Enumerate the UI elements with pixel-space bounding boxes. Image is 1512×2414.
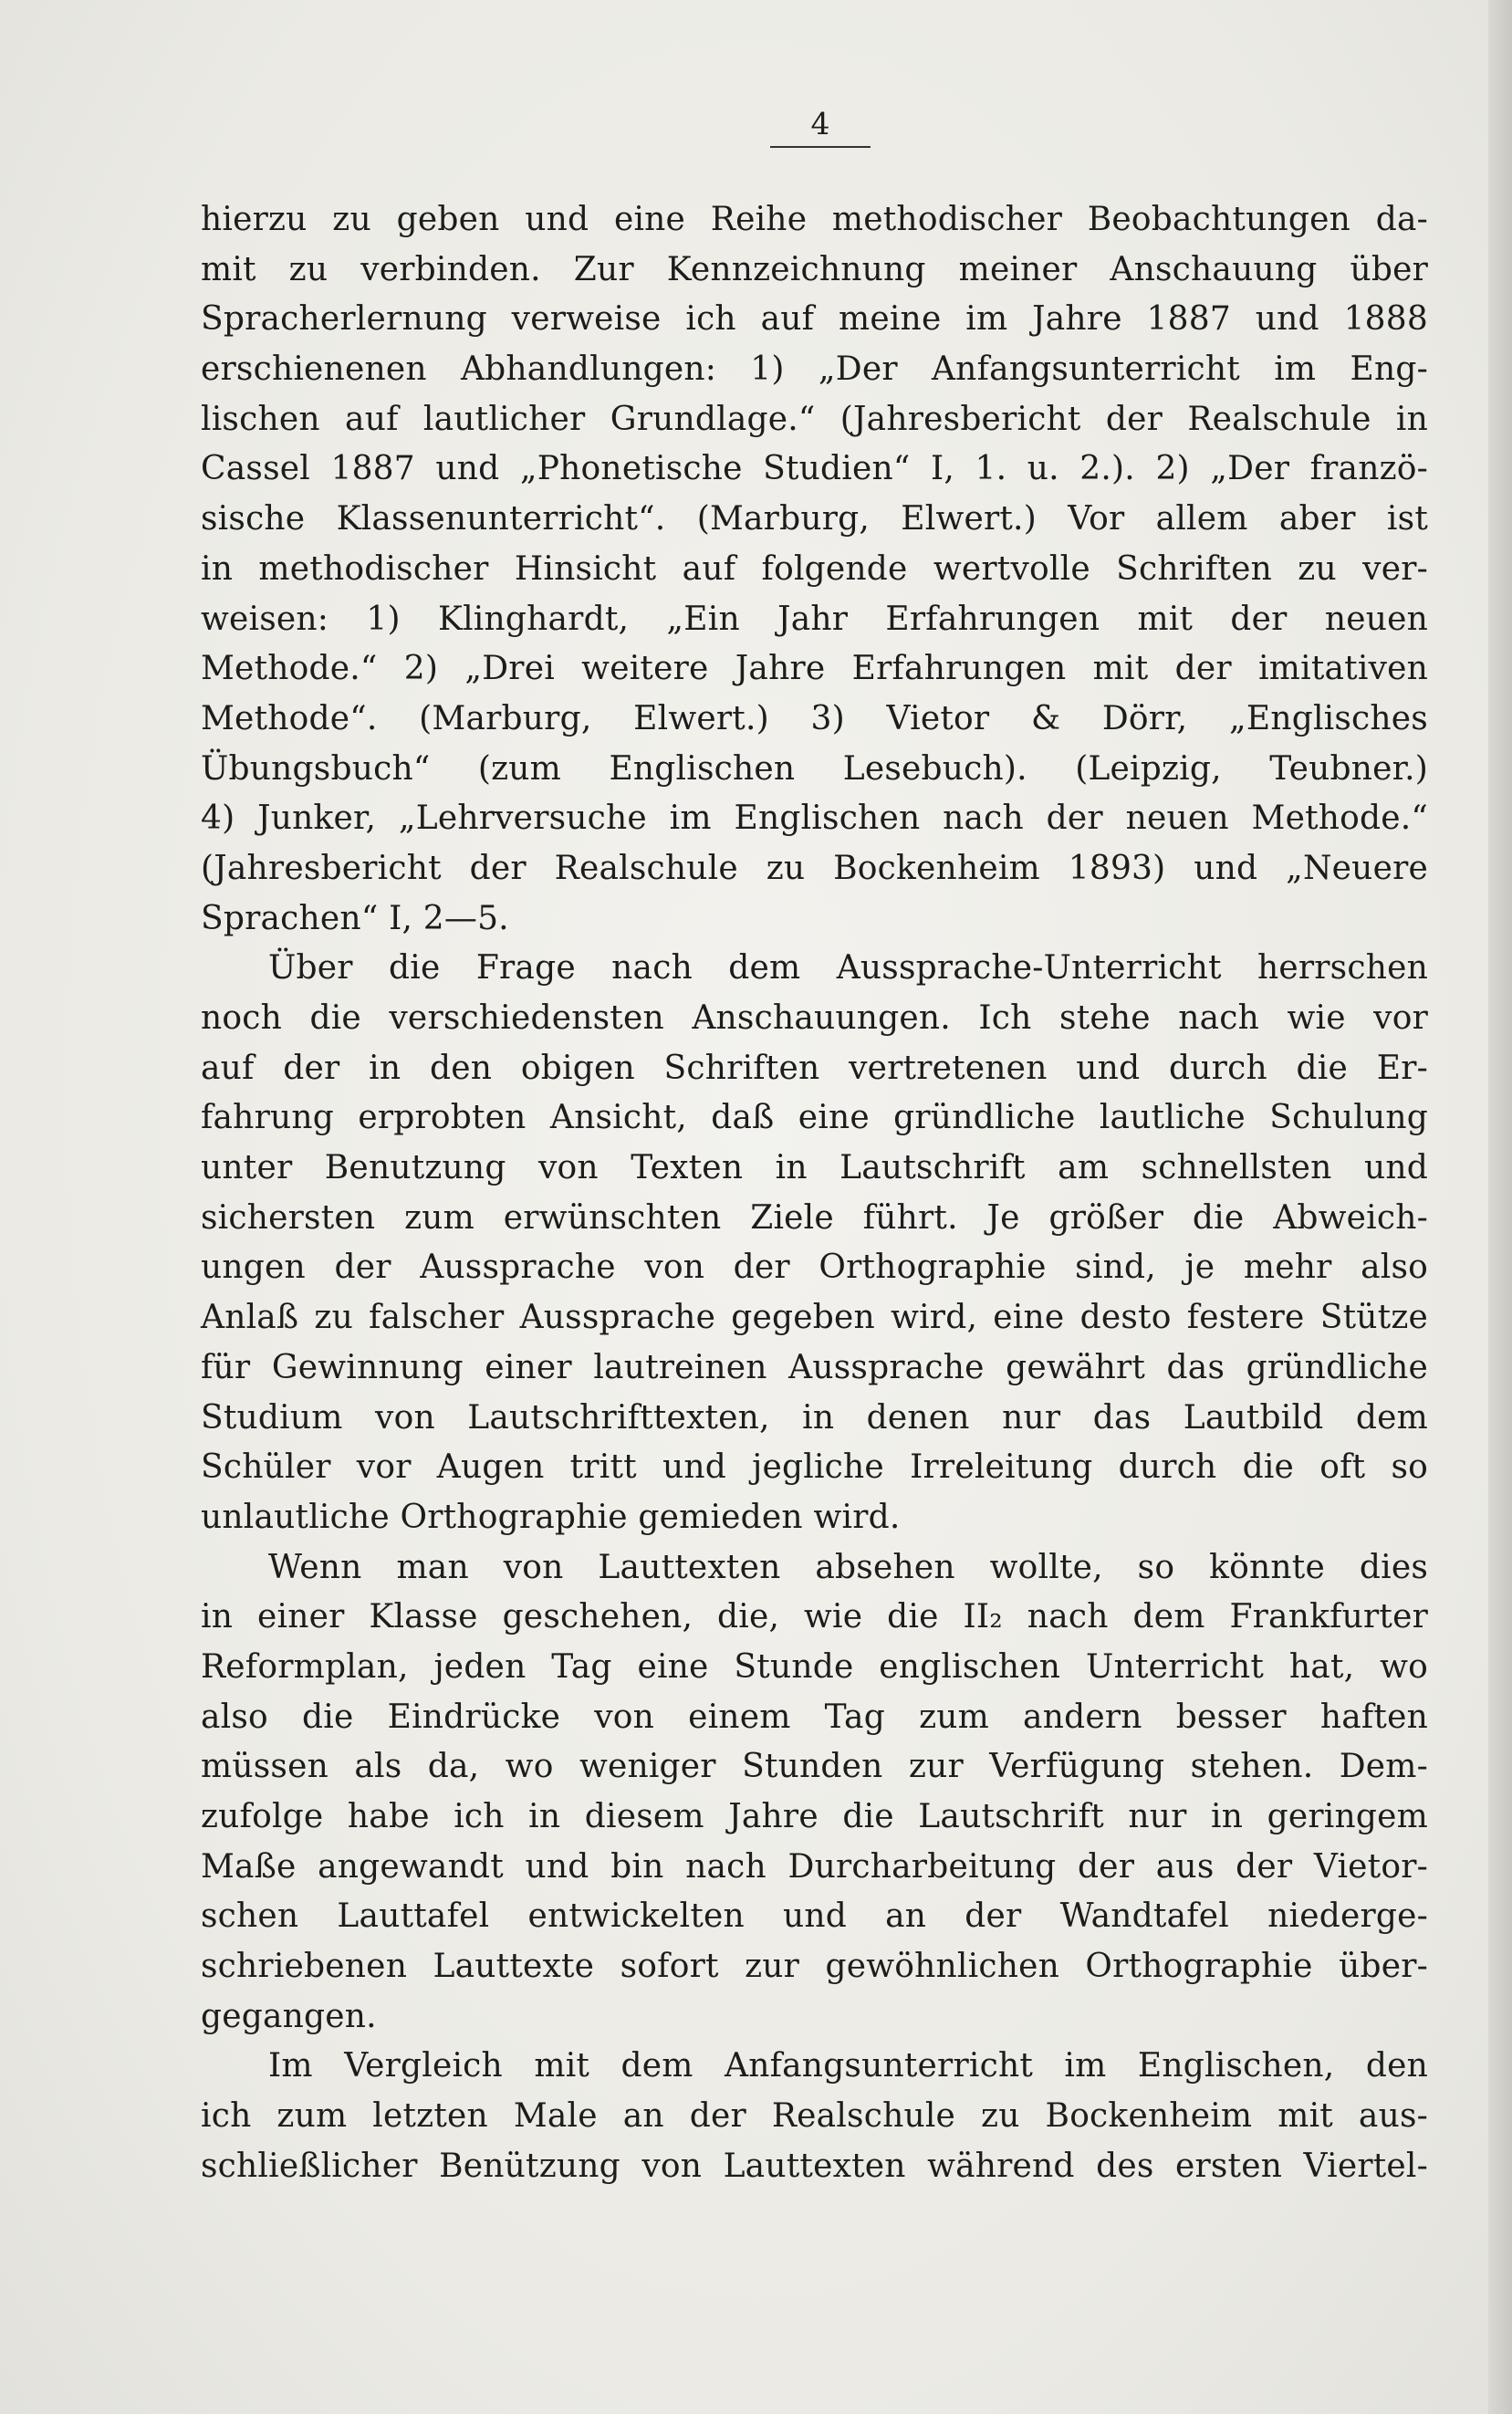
- text-line: also die Eindrücke von einem Tag zum andern besser haften: [201, 1698, 1428, 1736]
- text-line: Reformplan, jeden Tag eine Stunde englischen Unterricht hat, wo: [201, 1647, 1428, 1686]
- text-line: hierzu zu geben und eine Reihe methodischer Beobachtungen da-: [201, 201, 1428, 238]
- text-line: Cassel 1887 und „Phonetische Studien“ I, 1. u. 2.). 2) „Der franzö-: [201, 450, 1428, 488]
- text-line: in methodischer Hinsicht auf folgende wertvolle Schriften zu ver-: [201, 549, 1428, 588]
- text-line: weisen: 1) Klinghardt, „Ein Jahr Erfahrungen mit der neuen: [201, 600, 1428, 638]
- text-line: lischen auf lautlicher Grundlage.“ (Jahresbericht der Realschule in: [201, 400, 1428, 438]
- text-line: müssen als da, wo weniger Stunden zur Verfügung stehen. Dem-: [201, 1748, 1428, 1786]
- text-line: Anlaß zu falscher Aussprache gegeben wird, eine desto festere Stütze: [201, 1299, 1428, 1337]
- text-line: in einer Klasse geschehen, die, wie die II₂ nach dem Frankfurter: [201, 1598, 1428, 1636]
- text-line: unter Benutzung von Texten in Lautschrift am schnellsten und: [201, 1149, 1428, 1187]
- text-line: Sprachen“ I, 2—5.: [201, 899, 509, 937]
- text-line: mit zu verbinden. Zur Kennzeichnung meiner Anschauung über: [201, 250, 1428, 288]
- text-line: sische Klassenunterricht“. (Marburg, Elwert.) Vor allem aber ist: [201, 500, 1428, 538]
- text-line: Spracherlernung verweise ich auf meine im Jahre 1887 und 1888: [201, 300, 1428, 339]
- paragraph-start-line: Im Vergleich mit dem Anfangsunterricht im Englischen, den: [268, 2047, 1428, 2085]
- text-line: fahrung erprobten Ansicht, daß eine gründliche lautliche Schulung: [201, 1099, 1428, 1137]
- text-line: Methode“. (Marburg, Elwert.) 3) Vietor & Dörr, „Englisches: [201, 699, 1428, 737]
- text-line: Übungsbuch“ (zum Englischen Lesebuch). (Leipzig, Teubner.): [201, 749, 1428, 788]
- page-edge-shadow: [1488, 0, 1512, 2414]
- text-line: schriebenen Lauttexte sofort zur gewöhnlichen Orthographie über-: [201, 1948, 1428, 1986]
- text-line: (Jahresbericht der Realschule zu Bockenheim 1893) und „Neuere: [201, 849, 1428, 887]
- text-line: sichersten zum erwünschten Ziele führt. Je größer die Abweich-: [201, 1198, 1428, 1237]
- text-line: für Gewinnung einer lautreinen Aussprache gewährt das gründliche: [201, 1348, 1428, 1386]
- text-line: erschienenen Abhandlungen: 1) „Der Anfangsunterricht im Eng-: [201, 350, 1428, 389]
- text-line: Schüler vor Augen tritt und jegliche Irreleitung durch die oft so: [201, 1448, 1428, 1487]
- text-line: gegangen.: [201, 1997, 377, 2035]
- text-line: ungen der Aussprache von der Orthographie sind, je mehr also: [201, 1249, 1428, 1287]
- text-line: Studium von Lautschrifttexten, in denen nur das Lautbild dem: [201, 1398, 1428, 1437]
- text-line: auf der in den obigen Schriften vertretenen und durch die Er-: [201, 1049, 1428, 1087]
- text-line: schen Lauttafel entwickelten und an der Wandtafel niederge-: [201, 1897, 1428, 1936]
- text-line: 4) Junker, „Lehrversuche im Englischen nach der neuen Methode.“: [201, 799, 1428, 838]
- body-text: [201, 195, 1428, 2192]
- paragraph-start-line: Wenn man von Lauttexten absehen wollte, so könnte dies: [268, 1548, 1428, 1586]
- paragraph-start-line: Über die Frage nach dem Aussprache-Unterricht herrschen: [268, 949, 1428, 988]
- text-line: schließlicher Benützung von Lauttexten während des ersten Viertel-: [201, 2147, 1428, 2185]
- page-number-rule: [770, 146, 871, 148]
- text-line: zufolge habe ich in diesem Jahre die Lautschrift nur in geringem: [201, 1798, 1428, 1835]
- text-line: ich zum letzten Male an der Realschule zu Bockenheim mit aus-: [201, 2097, 1428, 2136]
- text-line: Maße angewandt und bin nach Durcharbeitung der aus der Vietor-: [201, 1847, 1428, 1886]
- text-line: noch die verschiedensten Anschauungen. Ich stehe nach wie vor: [201, 999, 1428, 1037]
- text-line: unlautliche Orthographie gemieden wird.: [201, 1498, 901, 1536]
- text-line: Methode.“ 2) „Drei weitere Jahre Erfahrungen mit der imitativen: [201, 650, 1428, 688]
- page-number: 4: [810, 106, 830, 141]
